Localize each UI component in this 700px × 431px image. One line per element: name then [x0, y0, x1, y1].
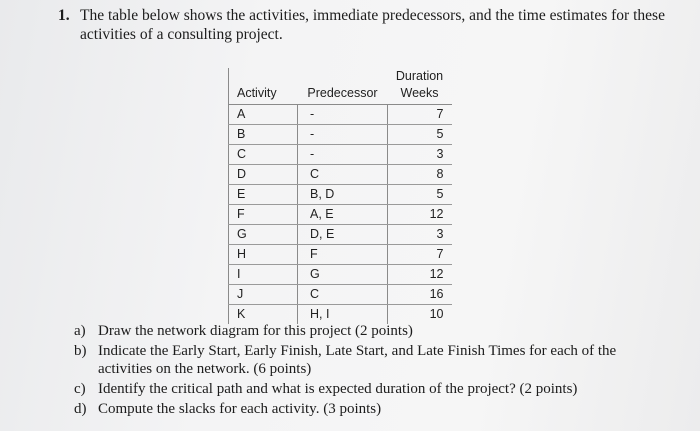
table-row — [229, 225, 452, 245]
weeks-cell: 12 — [388, 265, 452, 285]
part-text: Identify the critical path and what is expected duration of the project? (2 points) — [98, 381, 578, 397]
table-body — [229, 105, 452, 325]
activity-cell: C — [229, 145, 298, 165]
predecessor-cell: - — [298, 125, 388, 145]
table-row — [229, 245, 452, 265]
activity-cell: I — [229, 265, 298, 285]
activity-table — [228, 68, 452, 324]
part-text: Indicate the Early Start, Early Finish, Late Start, and Late Finish Times for each of the activities on the network. (6 points) — [98, 343, 617, 377]
predecessor-cell: C — [298, 285, 388, 305]
table-row — [229, 105, 452, 125]
activity-cell: A — [229, 105, 298, 125]
table-row — [229, 125, 452, 145]
predecessor-cell: D, E — [298, 225, 388, 245]
activity-cell: B — [229, 125, 298, 145]
header-predecessor: Predecessor — [298, 68, 388, 105]
question-part — [74, 400, 674, 418]
predecessor-cell: A, E — [298, 205, 388, 225]
weeks-cell: 3 — [388, 145, 452, 165]
part-label: d) — [74, 401, 87, 417]
header-duration — [388, 68, 452, 105]
weeks-cell: 7 — [388, 105, 452, 125]
weeks-cell: 5 — [388, 185, 452, 205]
question-part — [74, 380, 674, 398]
predecessor-cell: - — [298, 145, 388, 165]
table-row — [229, 165, 452, 185]
weeks-cell: 3 — [388, 225, 452, 245]
part-text: Draw the network diagram for this project (2 points) — [98, 323, 413, 339]
table-row — [229, 205, 452, 225]
question-number: 1. — [58, 7, 70, 24]
question-part — [74, 322, 674, 340]
part-text: Compute the slacks for each activity. (3 points) — [98, 401, 382, 417]
predecessor-cell: G — [298, 265, 388, 285]
header-duration-line2: Weeks — [400, 86, 439, 100]
table-header-row — [229, 68, 452, 105]
table-row — [229, 265, 452, 285]
part-label: a) — [74, 323, 86, 339]
activity-cell: J — [229, 285, 298, 305]
question-parts — [74, 322, 674, 420]
predecessor-cell: B, D — [298, 185, 388, 205]
activity-cell: H — [229, 245, 298, 265]
question-1 — [58, 6, 678, 44]
table-row — [229, 185, 452, 205]
weeks-cell: 7 — [388, 245, 452, 265]
predecessor-cell: H, I — [298, 305, 388, 325]
question-text: The table below shows the activities, immediate predecessors, and the time estimates for these activities of a consulting project. — [80, 7, 665, 43]
part-label: b) — [74, 343, 87, 359]
activity-cell: K — [229, 305, 298, 325]
table-row — [229, 285, 452, 305]
activity-cell: F — [229, 205, 298, 225]
activity-cell: G — [229, 225, 298, 245]
header-activity: Activity — [229, 68, 298, 105]
part-label: c) — [74, 381, 86, 397]
weeks-cell: 16 — [388, 285, 452, 305]
weeks-cell: 12 — [388, 205, 452, 225]
activity-cell: E — [229, 185, 298, 205]
question-part — [74, 342, 674, 378]
weeks-cell: 10 — [429, 307, 444, 321]
header-duration-line1: Duration — [395, 69, 444, 83]
table-row — [229, 145, 452, 165]
predecessor-cell: C — [298, 165, 388, 185]
predecessor-cell: F — [298, 245, 388, 265]
predecessor-cell: - — [298, 105, 388, 125]
weeks-cell: 5 — [388, 125, 452, 145]
weeks-cell: 8 — [388, 165, 452, 185]
activity-cell: D — [229, 165, 298, 185]
